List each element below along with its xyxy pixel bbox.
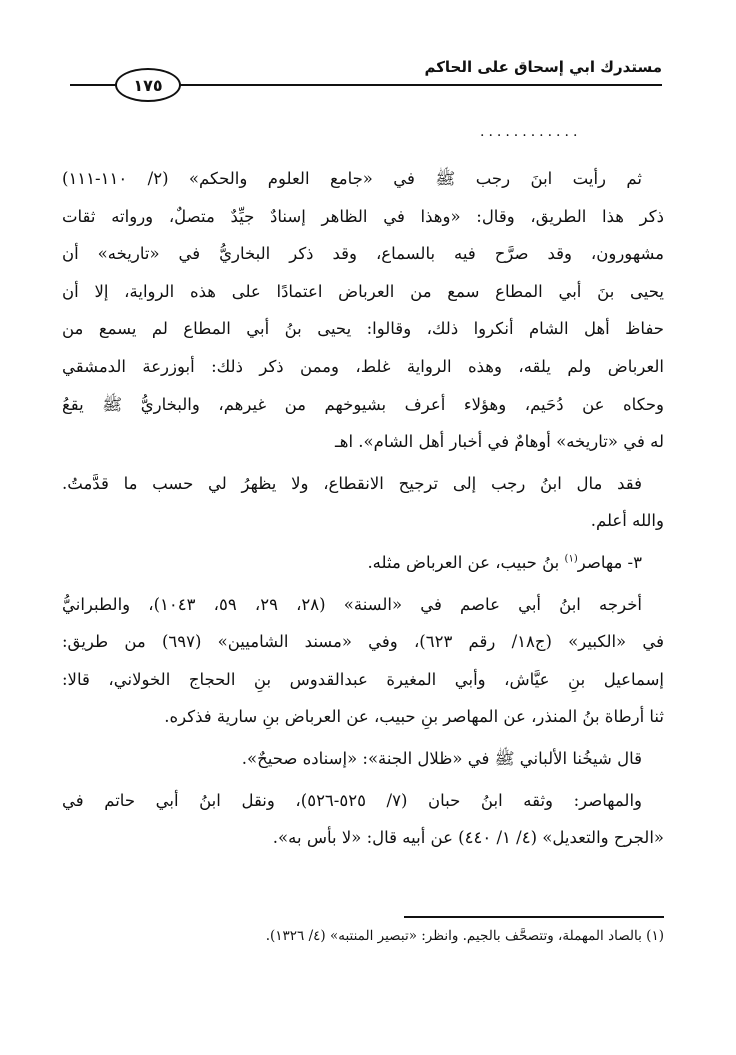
text-line: في «الكبير» (ج١٨/ رقم ٦٢٣)، وفي «مسند الشاميين» (٦٩٧) من طريق: <box>62 632 664 652</box>
ellipsis-dots: ............ <box>480 124 582 140</box>
text-line: العرباض ولم يلقه، وهذه الرواية غلط، وممن ذكر ذلك: أبوزرعة الدمشقي <box>62 356 664 376</box>
text-line: قال شيخُنا الألباني ﷺ في «ظلال الجنة»: «إسناده صحيحٌ». <box>241 748 642 768</box>
text-line: وحكاه عن دُحَيم، وهؤلاء أعرف بشيوخهم من غيرهم، والبخاريُّ ﷺ يقعُ <box>62 394 664 414</box>
text-line: ذكر هذا الطريق، وقال: «وهذا في الظاهر إسنادٌ جيِّدٌ متصلٌ، ورواته ثقات <box>62 206 664 226</box>
footnote-marker: (١) <box>564 553 578 565</box>
text-line: فقد مال ابنُ رجب إلى ترجيح الانقطاع، ولا يظهرُ لي حسب ما قدَّمتُ. <box>62 473 642 493</box>
text-line: له في «تاريخه» أوهامٌ في أخبار أهل الشام». اهـ <box>334 432 664 452</box>
item-heading: ٣- مهاصر <box>577 552 642 572</box>
page-number: ١٧٥ <box>115 68 181 102</box>
text-line: والمهاصر: وثقه ابنُ حبان (٧/ ٥٢٥-٥٢٦)، ونقل ابنُ أبي حاتم في <box>62 790 643 810</box>
text-line: مشهورون، وقد صرَّح فيه بالسماع، وقد ذكر البخاريُّ في «تاريخه» أن <box>62 244 664 264</box>
text-line: ثنا أرطاة بنُ المنذر، عن المهاصر بنِ حبيب، عن العرباض بنِ سارية فذكره. <box>164 707 664 727</box>
item-heading-rest: بنُ حبيب، عن العرباض مثله. <box>367 552 560 572</box>
text-line: إسماعيل بنِ عيَّاش، وأبي المغيرة عبدالقدوس بنِ الحجاج الخولاني، قالا: <box>62 669 664 689</box>
footnote-rule <box>404 916 664 918</box>
running-header-title: مستدرك ابي إسحاق على الحاكم <box>424 58 662 76</box>
text-line: ثم رأيت ابنَ رجب ﷺ في «جامع العلوم والحكم» (٢/ ١١٠-١١١) <box>62 169 642 188</box>
text-line: «الجرح والتعديل» (٤/ ١/ ٤٤٠) عن أبيه قال: «لا بأس به». <box>272 828 664 848</box>
footnote: (١) بالصاد المهملة، وتتصحَّف بالجيم. وانظر: «تبصير المنتبه» (٤/ ١٣٢٦). <box>265 928 664 944</box>
text-line: يحيى بنَ أبي المطاع سمع من العرباض اعتمادًا على هذه الرواية، إلا أن <box>62 281 664 301</box>
text-line: حفاظ أهل الشام أنكروا ذلك، وقالوا: يحيى بنُ أبي المطاع لم يسمع من <box>62 319 664 339</box>
body-text <box>62 160 664 857</box>
text-line <box>62 544 664 582</box>
text-line: والله أعلم. <box>590 511 664 531</box>
text-line: أخرجه ابنُ أبي عاصم في «السنة» (٢٨، ٢٩، ٥٩، ١٠٤٣)، والطبرانيُّ <box>62 594 642 614</box>
